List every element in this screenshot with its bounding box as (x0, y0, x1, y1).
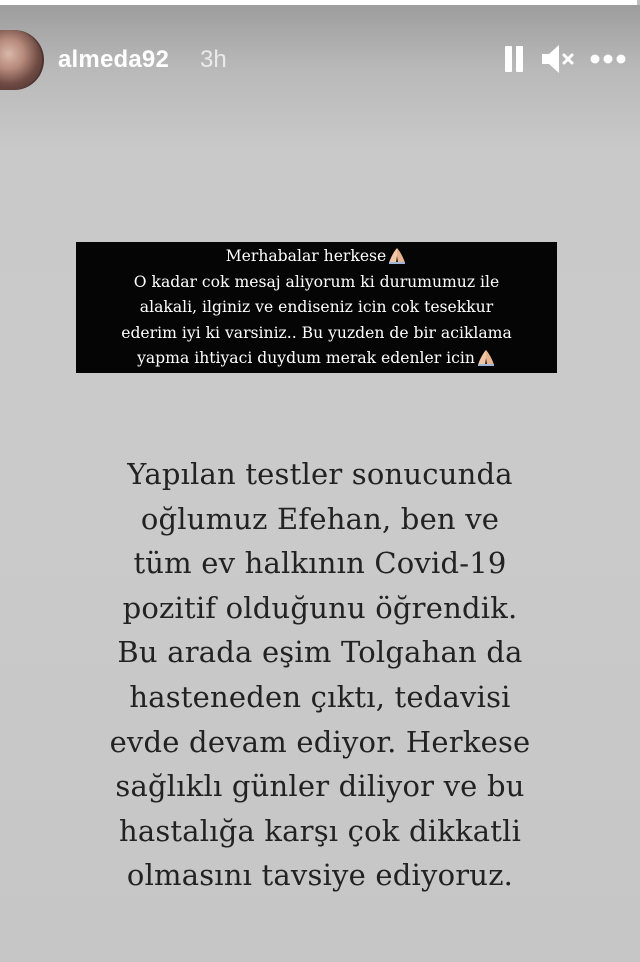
intro-line (76, 346, 557, 372)
intro-caption-box (76, 242, 557, 373)
intro-line: O kadar cok mesaj aliyorum ki durumumuz ile (133, 272, 500, 291)
profile-avatar[interactable] (0, 30, 44, 90)
intro-line (76, 244, 557, 270)
message-line: evde devam ediyor. Herkese (109, 724, 531, 759)
folded-hands-emoji-icon (387, 246, 407, 264)
mute-button[interactable] (538, 42, 578, 76)
message-line: tüm ev halkının Covid-19 (133, 546, 507, 581)
post-time: 3h (200, 46, 227, 73)
pause-button[interactable] (502, 44, 526, 74)
intro-line: ederim iyi ki varsiniz.. Bu yuzden de bir aciklama (121, 323, 512, 342)
message-line: sağlıklı günler diliyor ve bu (115, 769, 525, 804)
story-progress-bar (0, 0, 640, 5)
intro-line-text: Merhabalar herkese (225, 247, 387, 265)
story-message-text (40, 452, 600, 898)
folded-hands-emoji-icon (476, 348, 496, 366)
message-line: olmasını tavsiye ediyoruz. (126, 858, 514, 893)
story-header (0, 22, 640, 94)
message-line: hasteneden çıktı, tedavisi (129, 679, 511, 714)
intro-line: alakali, ilginiz ve endiseniz icin cok tesekkur (139, 298, 494, 317)
message-line: oğlumuz Efehan, ben ve (140, 501, 500, 536)
more-options-icon (588, 46, 632, 72)
pause-icon-bar (516, 46, 523, 72)
message-line: pozitif olduğunu öğrendik. (122, 590, 518, 625)
speaker-muted-icon (538, 42, 578, 76)
username-link[interactable]: almeda92 (58, 46, 170, 73)
intro-line-text: yapma ihtiyaci duydum merak edenler icin (137, 349, 475, 368)
story-progress-fill (0, 0, 637, 5)
more-options-button[interactable] (588, 46, 632, 72)
message-line: hastalığa karşı çok dikkatli (118, 813, 522, 848)
message-line: Bu arada eşim Tolgahan da (117, 635, 523, 670)
pause-icon (505, 46, 512, 72)
message-line: Yapılan testler sonucunda (127, 457, 513, 491)
